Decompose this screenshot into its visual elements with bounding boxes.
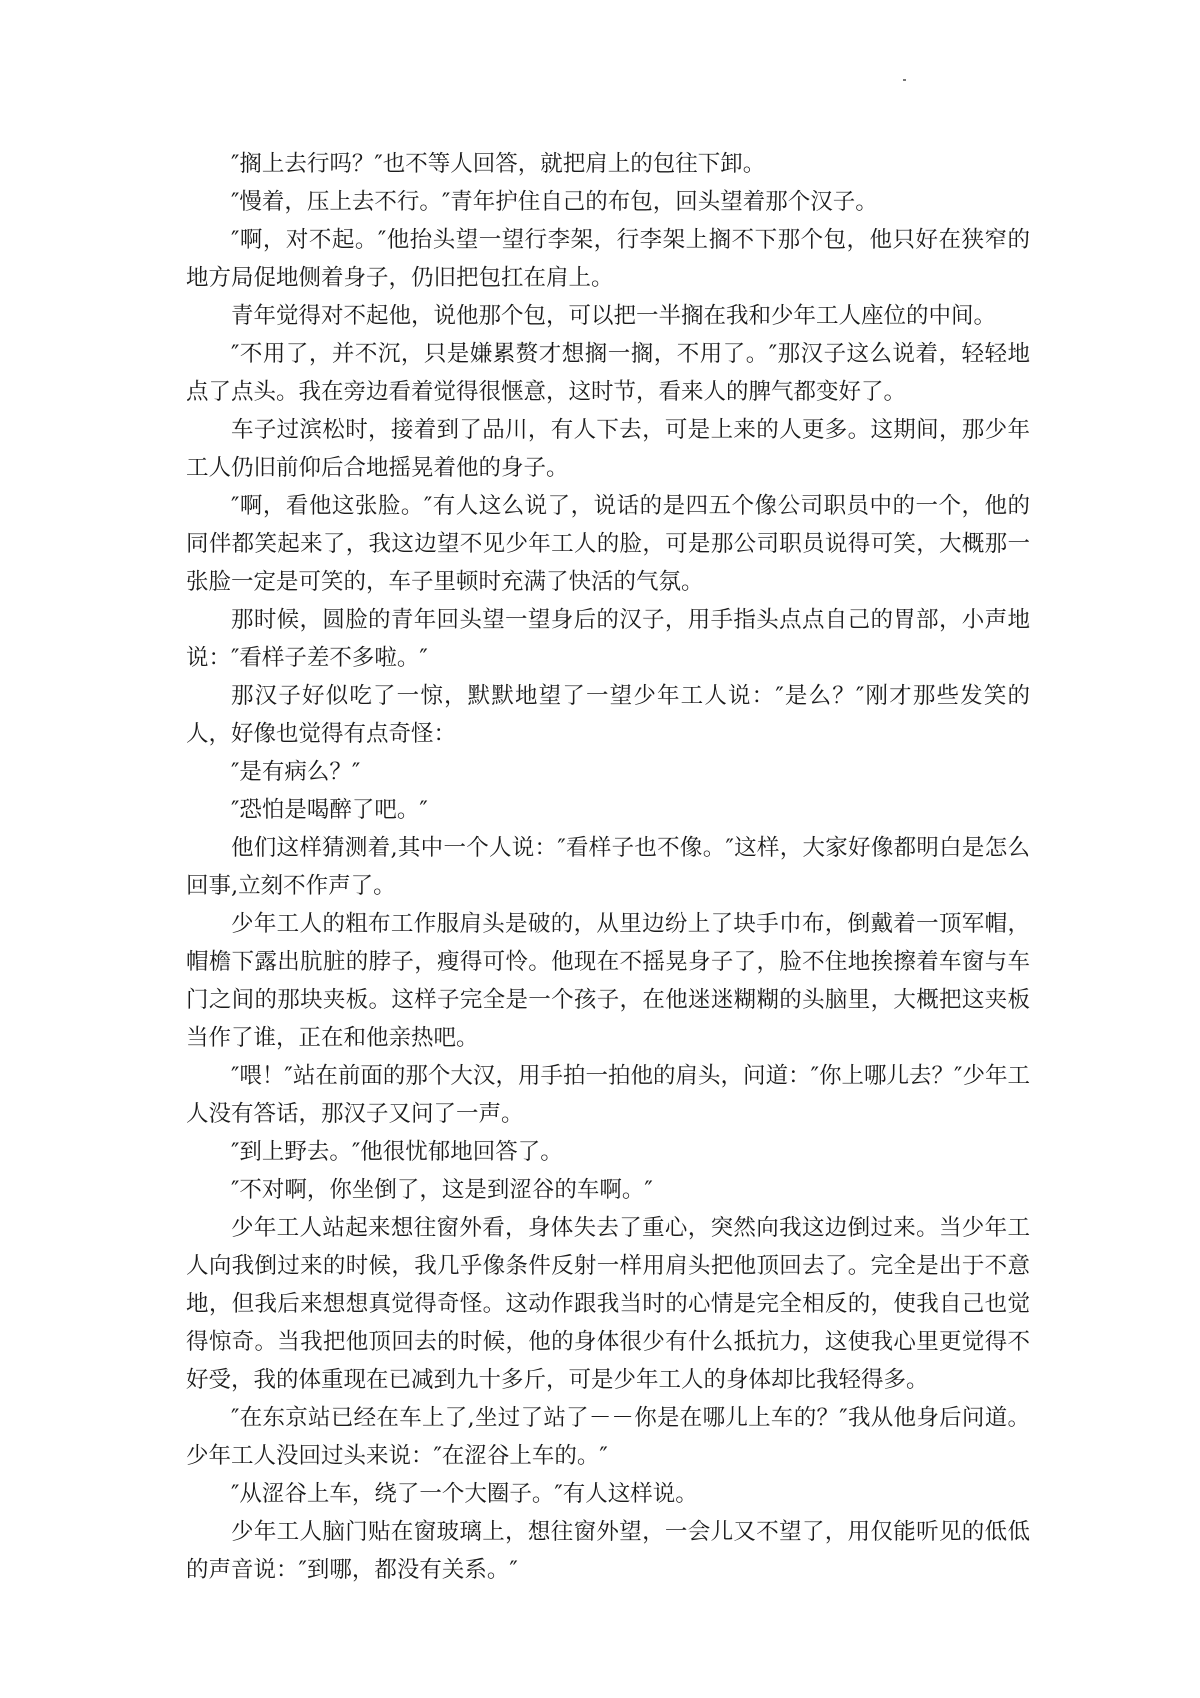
paragraph: ″从涩谷上车，绕了一个大圈子。″有人这样说。 [231,1481,698,1507]
paragraph: 青年觉得对不起他，说他那个包，可以把一半搁在我和少年工人座位的中间。 [231,303,997,329]
paragraph: ″在东京站已经在车上了,坐过了站了－－你是在哪儿上车的？″我从他身后问道。少年工人没回过头来说：″在涩谷上车的。″ [186,1405,1030,1469]
paragraph: 少年工人站起来想往窗外看，身体失去了重心，突然向我这边倒过来。当少年工人向我倒过来的时候，我几乎像条件反射一样用肩头把他顶回去了。完全是出于不意地，但我后来想想真觉得奇怪。这动作跟我当时的心情是完全相反的，使我自己也觉得惊奇。当我把他顶回去的时候，他的身体很少有什么抵抗力，这使我心里更觉得不好受，我的体重现在已减到九十多斤，可是少年工人的身体却比我轻得多。 [186,1215,1030,1393]
paragraph: ″不用了，并不沉，只是嫌累赘才想搁一搁，不用了。″那汉子这么说着，轻轻地点了点头。我在旁边看着觉得很惬意，这时节，看来人的脾气都变好了。 [186,341,1030,405]
paragraph: 车子过滨松时，接着到了品川，有人下去，可是上来的人更多。这期间，那少年工人仍旧前仰后合地摇晃着他的身子。 [186,417,1030,481]
paragraph: 少年工人脑门贴在窗玻璃上，想往窗外望，一会儿又不望了，用仅能听见的低低的声音说：″到哪，都没有关系。″ [186,1519,1030,1583]
paragraph: 少年工人的粗布工作服肩头是破的，从里边纷上了块手巾布，倒戴着一顶军帽，帽檐下露出肮脏的脖子，瘦得可怜。他现在不摇晃身子了，脸不住地挨擦着车窗与车门之间的那块夹板。这样子完全是一个孩子，在他迷迷糊糊的头脑里，大概把这夹板当作了谁，正在和他亲热吧。 [186,911,1030,1051]
paragraph: 那汉子好似吃了一惊，默默地望了一望少年工人说：″是么？″刚才那些发笑的人，好像也觉得有点奇怪： [186,683,1030,747]
paragraph: ″喂！″站在前面的那个大汉，用手拍一拍他的肩头，问道：″你上哪儿去？″少年工人没有答话，那汉子又问了一声。 [186,1063,1030,1127]
paragraph: ″搁上去行吗？″也不等人回答，就把肩上的包往下卸。 [231,151,766,177]
paragraph: 他们这样猜测着,其中一个人说：″看样子也不像。″这样，大家好像都明白是怎么回事,立刻不作声了。 [186,835,1030,899]
paragraph: ″慢着，压上去不行。″青年护住自己的布包，回头望着那个汉子。 [231,189,878,215]
paragraph: ″到上野去。″他很忧郁地回答了。 [231,1139,563,1165]
paragraph: ″是有病么？″ [231,759,361,785]
corner-mark [903,79,906,81]
paragraph: ″啊，对不起。″他抬头望一望行李架，行李架上搁不下那个包，他只好在狭窄的地方局促地侧着身子，仍旧把包扛在肩上。 [186,227,1030,291]
paragraph: ″恐怕是喝醉了吧。″ [231,797,428,823]
paragraph: ″不对啊，你坐倒了，这是到涩谷的车啊。″ [231,1177,653,1203]
text-body [186,145,1030,1589]
paragraph: 那时候，圆脸的青年回头望一望身后的汉子，用手指头点点自己的胃部，小声地说：″看样子差不多啦。″ [186,607,1030,671]
paragraph: ″啊，看他这张脸。″有人这么说了，说话的是四五个像公司职员中的一个，他的同伴都笑起来了，我这边望不见少年工人的脸，可是那公司职员说得可笑，大概那一张脸一定是可笑的，车子里顿时充满了快活的气氛。 [186,493,1030,595]
